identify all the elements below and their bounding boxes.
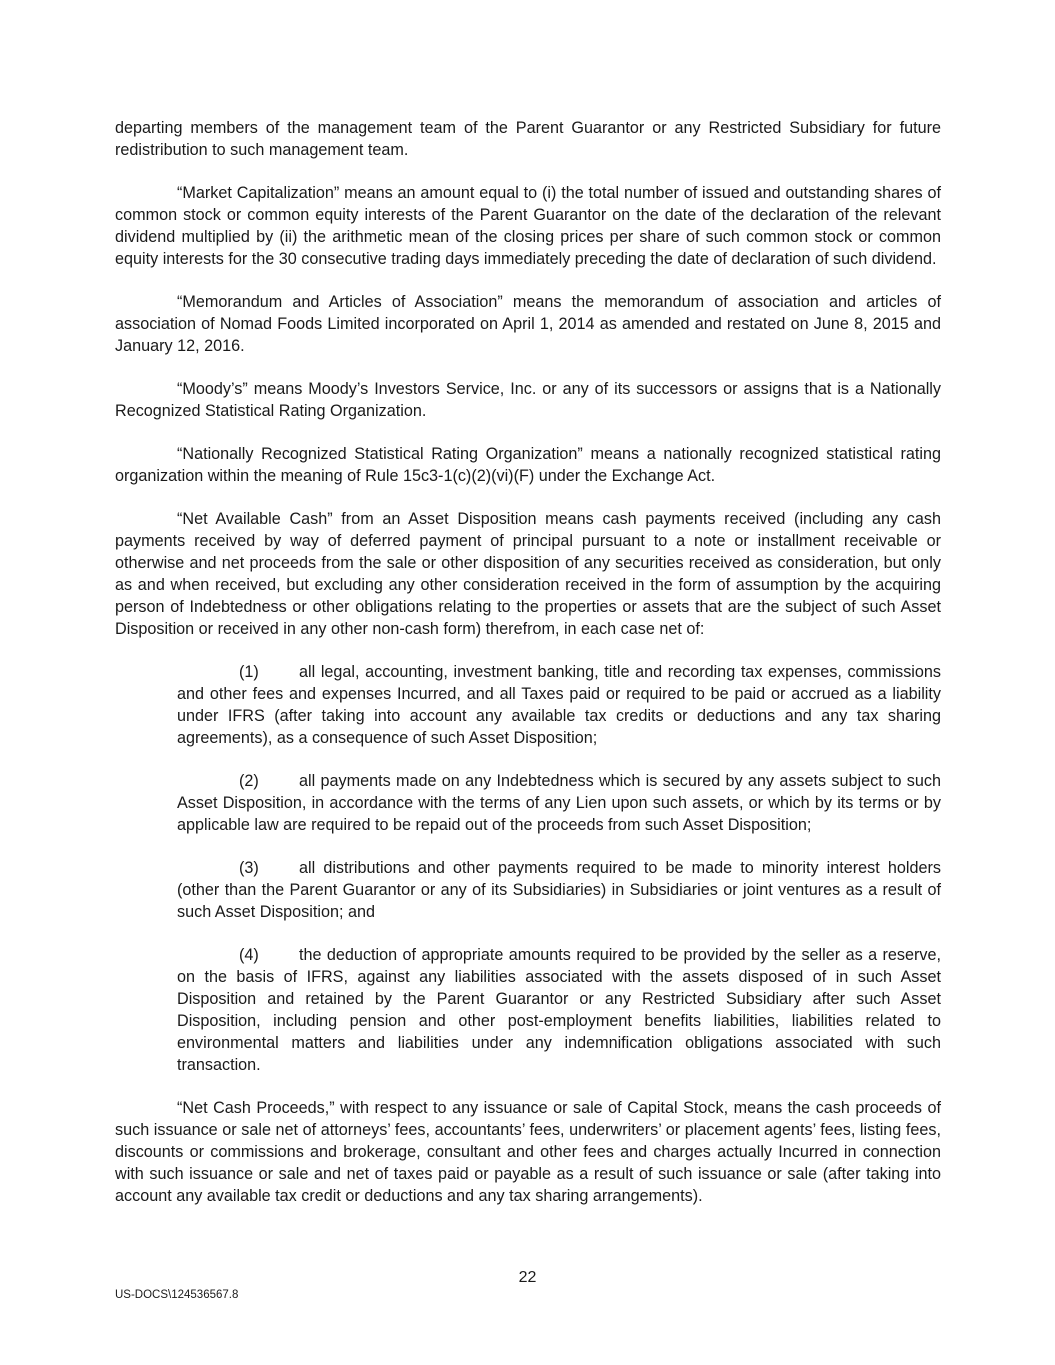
document-body: [115, 117, 941, 1228]
list-item-text: all payments made on any Indebtedness which is secured by any assets subject to such Asset Disposition, in accordance with the terms of any Lien upon such assets, or which by its terms or by applicable law are required to be repaid out of the proceeds from such Asset Disposition;: [177, 772, 941, 834]
list-item-text: all legal, accounting, investment banking, title and recording tax expenses, commissions and other fees and expenses Incurred, and all Taxes paid or required to be paid or accrued as a liability under IFRS (after taking into account any available tax credits or deductions and any tax sharing agreements), as a consequence of such Asset Disposition;: [177, 663, 941, 747]
list-item: [177, 770, 941, 836]
list-item: [177, 944, 941, 1076]
document-id: US-DOCS\124536567.8: [115, 1289, 239, 1301]
list-item-number: (3): [239, 859, 259, 877]
list-item-number: (4): [239, 946, 259, 964]
list-item: [177, 857, 941, 923]
list-item-number: (1): [239, 663, 259, 681]
list-item: [177, 661, 941, 749]
definition-moodys: “Moody’s” means Moody’s Investors Service, Inc. or any of its successors or assigns that is a Nationally Recognized Statistical Rating Organization.: [115, 380, 941, 420]
definition-memorandum-and-articles: “Memorandum and Articles of Association” means the memorandum of association and articles of association of Nomad Foods Limited incorporated on April 1, 2014 as amended and restated on June 8, 2015 and January 12, 2016.: [115, 293, 941, 355]
list-item-text: the deduction of appropriate amounts required to be provided by the seller as a reserve, on the basis of IFRS, against any liabilities associated with the assets disposed of in such Asset Disposition and retained by the Parent Guarantor or any Restricted Subsidiary after such Asset Disposition, including pension and other post-employment benefits liabilities, liabilities related to environmental matters and liabilities under any indemnification obligations associated with such transaction.: [177, 946, 941, 1074]
definition-net-available-cash: “Net Available Cash” from an Asset Disposition means cash payments received (including any cash payments received by way of deferred payment of principal pursuant to a note or installment receivable or otherwise and net proceeds from the sale or other disposition of any securities received as consideration, but only as and when received, but excluding any other consideration received in the form of assumption by the acquiring person of Indebtedness or other obligations relating to the properties or assets that are the subject of such Asset Disposition or received in any other non-cash form) therefrom, in each case net of:: [115, 510, 941, 638]
definition-net-cash-proceeds: “Net Cash Proceeds,” with respect to any issuance or sale of Capital Stock, means the cash proceeds of such issuance or sale net of attorneys’ fees, accountants’ fees, underwriters’ or placement agents’ fees, listing fees, discounts or commissions and brokerage, consultant and other fees and charges actually Incurred in connection with such issuance or sale and net of taxes paid or payable as a result of such issuance or sale (after taking into account any available tax credit or deductions and any tax sharing arrangements).: [115, 1099, 941, 1205]
page-number: 22: [518, 1269, 537, 1286]
definition-nrsro: “Nationally Recognized Statistical Rating Organization” means a nationally recognized statistical rating organization within the meaning of Rule 15c3-1(c)(2)(vi)(F) under the Exchange Act.: [115, 445, 941, 485]
list-item-text: all distributions and other payments required to be made to minority interest holders (other than the Parent Guarantor or any of its Subsidiaries) in Subsidiaries or joint ventures as a result of such Asset Disposition; and: [177, 859, 941, 921]
definition-market-capitalization: “Market Capitalization” means an amount equal to (i) the total number of issued and outstanding shares of common stock or common equity interests of the Parent Guarantor on the date of the declaration of the relevant dividend multiplied by (ii) the arithmetic mean of the closing prices per share of such common stock or common equity interests for the 30 consecutive trading days immediately preceding the date of declaration of such dividend.: [115, 184, 941, 268]
list-item-number: (2): [239, 772, 259, 790]
paragraph-continuation: departing members of the management team of the Parent Guarantor or any Restricted Subsidiary for future redistribution to such management team.: [115, 119, 941, 159]
